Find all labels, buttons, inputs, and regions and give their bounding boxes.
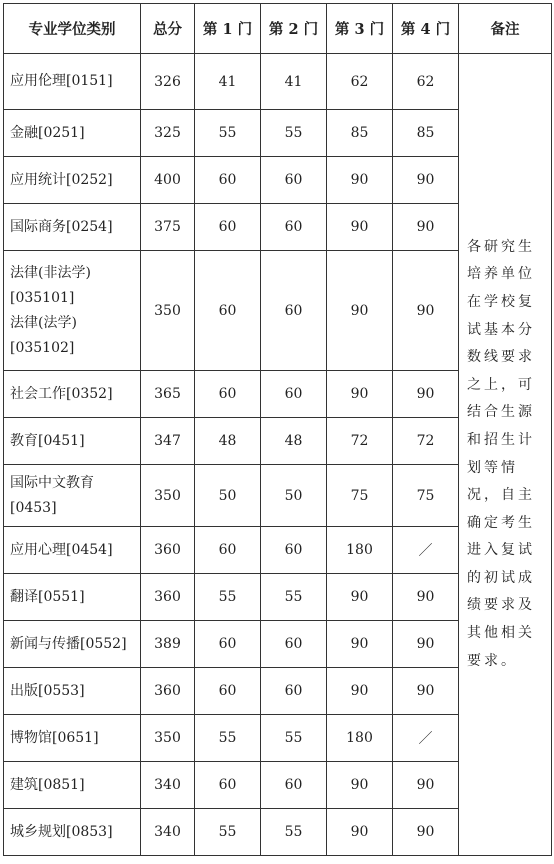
subject-2-cell: 41 (261, 54, 327, 110)
category-name-line: 新闻与传播[0552] (10, 635, 127, 652)
subject-2-cell: 60 (261, 157, 327, 204)
category-name-line: 法律(法学) (10, 314, 77, 331)
category-name-line: 国际中文教育 (10, 474, 94, 491)
subject-2-cell: 60 (261, 204, 327, 251)
category-name-cell (4, 465, 141, 527)
subject-2-cell: 60 (261, 527, 327, 574)
total-score-cell: 350 (141, 251, 195, 371)
subject-1-cell: 50 (195, 465, 261, 527)
subject-3-cell: 90 (327, 621, 393, 668)
category-name-line: 金融[0251] (10, 124, 85, 141)
subject-1-cell: 60 (195, 621, 261, 668)
subject-1-cell: 60 (195, 527, 261, 574)
subject-2-cell: 60 (261, 371, 327, 418)
category-name-line: 出版[0553] (10, 682, 85, 699)
subject-3-cell: 85 (327, 110, 393, 157)
category-name-cell (4, 715, 141, 762)
total-score-cell: 350 (141, 715, 195, 762)
category-name-line: 建筑[0851] (10, 776, 85, 793)
total-score-cell: 347 (141, 418, 195, 465)
total-score-cell: 340 (141, 809, 195, 856)
subject-1-cell: 55 (195, 715, 261, 762)
subject-4-cell: 90 (393, 157, 459, 204)
remark-cell: 各研究生培养单位在学校复试基本分数线要求之上，可结合生源和招生计划等情况，自主确定考生进入复试的初试成绩要求及其他相关要求。 (459, 54, 552, 856)
total-score-cell: 365 (141, 371, 195, 418)
subject-3-cell: 72 (327, 418, 393, 465)
subject-4-cell: ／ (393, 715, 459, 762)
subject-3-cell: 90 (327, 204, 393, 251)
subject-2-cell: 60 (261, 762, 327, 809)
subject-4-cell: 90 (393, 371, 459, 418)
subject-3-cell: 90 (327, 371, 393, 418)
category-name-line: [0453] (10, 499, 57, 516)
category-name-line: 博物馆[0651] (10, 729, 99, 746)
total-score-cell: 340 (141, 762, 195, 809)
total-score-cell: 389 (141, 621, 195, 668)
subject-1-cell: 60 (195, 157, 261, 204)
subject-3-cell: 90 (327, 251, 393, 371)
subject-2-cell: 48 (261, 418, 327, 465)
category-name-line: 城乡规划[0853] (10, 823, 113, 840)
category-name-line: 应用统计[0252] (10, 171, 113, 188)
category-name-line: [035101] (10, 289, 75, 306)
category-name-cell (4, 251, 141, 371)
category-name-line: 国际商务[0254] (10, 218, 113, 235)
subject-4-cell: 85 (393, 110, 459, 157)
subject-3-cell: 62 (327, 54, 393, 110)
total-score-cell: 350 (141, 465, 195, 527)
subject-4-cell: 90 (393, 204, 459, 251)
subject-1-cell: 60 (195, 251, 261, 371)
header-subject-4: 第 4 门 (393, 4, 459, 54)
category-name-line: 应用心理[0454] (10, 541, 113, 558)
subject-1-cell: 55 (195, 809, 261, 856)
subject-1-cell: 60 (195, 371, 261, 418)
header-category: 专业学位类别 (4, 4, 141, 54)
category-name-line: 教育[0451] (10, 432, 85, 449)
header-subject-1: 第 1 门 (195, 4, 261, 54)
category-name-line: 应用伦理[0151] (10, 73, 113, 89)
subject-3-cell: 90 (327, 574, 393, 621)
category-name-line: [035102] (10, 339, 75, 356)
score-table (3, 3, 552, 856)
subject-4-cell: 90 (393, 762, 459, 809)
subject-1-cell: 60 (195, 668, 261, 715)
total-score-cell: 375 (141, 204, 195, 251)
subject-1-cell: 48 (195, 418, 261, 465)
category-name-cell (4, 54, 141, 110)
subject-2-cell: 55 (261, 715, 327, 762)
subject-3-cell: 90 (327, 668, 393, 715)
subject-2-cell: 60 (261, 668, 327, 715)
category-name-cell (4, 527, 141, 574)
total-score-cell: 326 (141, 54, 195, 110)
subject-1-cell: 41 (195, 54, 261, 110)
subject-3-cell: 90 (327, 809, 393, 856)
subject-2-cell: 60 (261, 621, 327, 668)
subject-3-cell: 180 (327, 715, 393, 762)
total-score-cell: 360 (141, 668, 195, 715)
subject-4-cell: 62 (393, 54, 459, 110)
subject-4-cell: ／ (393, 527, 459, 574)
subject-1-cell: 55 (195, 574, 261, 621)
category-name-cell (4, 418, 141, 465)
category-name-cell (4, 809, 141, 856)
category-name-cell (4, 762, 141, 809)
subject-1-cell: 55 (195, 110, 261, 157)
header-remark: 备注 (459, 4, 552, 54)
subject-3-cell: 75 (327, 465, 393, 527)
category-name-cell (4, 110, 141, 157)
category-name-line: 社会工作[0352] (10, 385, 113, 402)
subject-3-cell: 180 (327, 527, 393, 574)
subject-2-cell: 55 (261, 809, 327, 856)
subject-1-cell: 60 (195, 204, 261, 251)
total-score-cell: 360 (141, 574, 195, 621)
category-name-cell (4, 371, 141, 418)
category-name-cell (4, 204, 141, 251)
subject-4-cell: 90 (393, 574, 459, 621)
category-name-cell (4, 574, 141, 621)
header-subject-3: 第 3 门 (327, 4, 393, 54)
table-row (4, 54, 552, 110)
subject-3-cell: 90 (327, 762, 393, 809)
subject-4-cell: 75 (393, 465, 459, 527)
category-name-cell (4, 668, 141, 715)
subject-1-cell: 60 (195, 762, 261, 809)
subject-4-cell: 72 (393, 418, 459, 465)
total-score-cell: 325 (141, 110, 195, 157)
subject-2-cell: 50 (261, 465, 327, 527)
header-row (4, 4, 552, 54)
subject-4-cell: 90 (393, 809, 459, 856)
subject-4-cell: 90 (393, 621, 459, 668)
header-total: 总分 (141, 4, 195, 54)
subject-4-cell: 90 (393, 668, 459, 715)
category-name-line: 翻译[0551] (10, 588, 85, 605)
total-score-cell: 360 (141, 527, 195, 574)
subject-2-cell: 55 (261, 574, 327, 621)
header-subject-2: 第 2 门 (261, 4, 327, 54)
category-name-line: 法律(非法学) (10, 264, 91, 281)
subject-2-cell: 55 (261, 110, 327, 157)
category-name-cell (4, 157, 141, 204)
total-score-cell: 400 (141, 157, 195, 204)
subject-2-cell: 60 (261, 251, 327, 371)
subject-4-cell: 90 (393, 251, 459, 371)
subject-3-cell: 90 (327, 157, 393, 204)
category-name-cell (4, 621, 141, 668)
